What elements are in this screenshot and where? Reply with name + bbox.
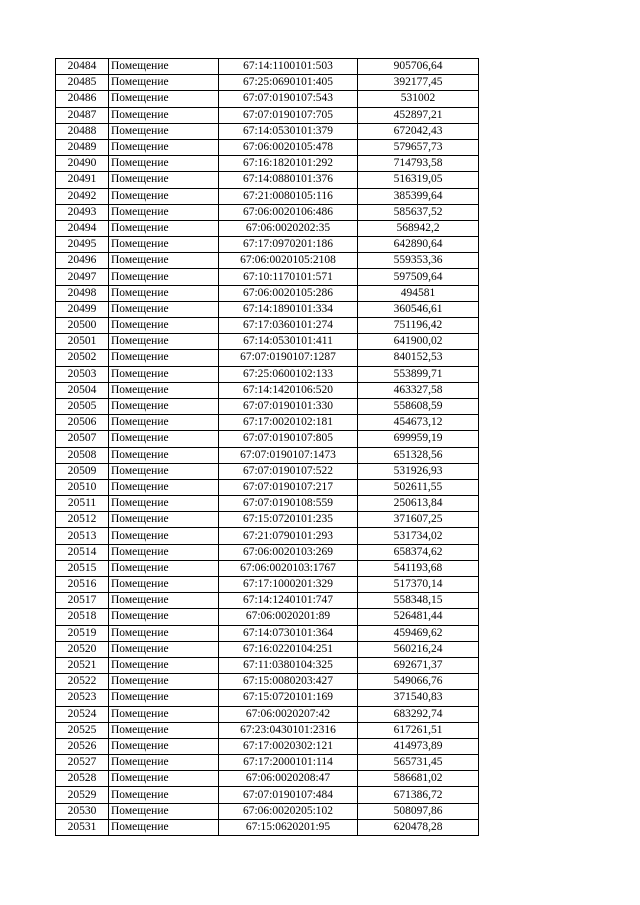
cadastral-value-cell: 751196,42 xyxy=(358,318,479,334)
cadastral-value-cell: 526481,44 xyxy=(358,609,479,625)
cadastral-number-cell: 67:23:0430101:2316 xyxy=(219,722,358,738)
cadastral-value-cell: 568942,2 xyxy=(358,220,479,236)
table-row xyxy=(56,237,479,253)
table-row xyxy=(56,431,479,447)
table-row xyxy=(56,91,479,107)
cadastral-number-cell: 67:07:0190101:330 xyxy=(219,398,358,414)
row-number-cell: 20512 xyxy=(56,512,109,528)
table-row xyxy=(56,350,479,366)
row-number-cell: 20496 xyxy=(56,253,109,269)
cadastral-number-cell: 67:07:0190107:217 xyxy=(219,479,358,495)
cadastral-value-cell: 360546,61 xyxy=(358,301,479,317)
cadastral-number-cell: 67:06:0020105:478 xyxy=(219,139,358,155)
object-type-cell: Помещение xyxy=(109,253,219,269)
object-type-cell: Помещение xyxy=(109,301,219,317)
object-type-cell: Помещение xyxy=(109,690,219,706)
table-row xyxy=(56,674,479,690)
row-number-cell: 20521 xyxy=(56,657,109,673)
object-type-cell: Помещение xyxy=(109,123,219,139)
cadastral-value-cell: 683292,74 xyxy=(358,706,479,722)
object-type-cell: Помещение xyxy=(109,755,219,771)
table-row xyxy=(56,447,479,463)
object-type-cell: Помещение xyxy=(109,819,219,835)
cadastral-number-cell: 67:07:0190107:705 xyxy=(219,107,358,123)
cadastral-number-cell: 67:15:0080203:427 xyxy=(219,674,358,690)
row-number-cell: 20518 xyxy=(56,609,109,625)
table-row xyxy=(56,269,479,285)
object-type-cell: Помещение xyxy=(109,285,219,301)
cadastral-value-cell: 549066,76 xyxy=(358,674,479,690)
row-number-cell: 20513 xyxy=(56,528,109,544)
row-number-cell: 20493 xyxy=(56,204,109,220)
object-type-cell: Помещение xyxy=(109,463,219,479)
cadastral-value-cell: 905706,64 xyxy=(358,59,479,75)
table-row xyxy=(56,625,479,641)
object-type-cell: Помещение xyxy=(109,350,219,366)
row-number-cell: 20529 xyxy=(56,787,109,803)
table-row xyxy=(56,301,479,317)
table-row xyxy=(56,398,479,414)
object-type-cell: Помещение xyxy=(109,609,219,625)
object-type-cell: Помещение xyxy=(109,398,219,414)
row-number-cell: 20515 xyxy=(56,560,109,576)
cadastral-number-cell: 67:17:1000201:329 xyxy=(219,577,358,593)
cadastral-value-cell: 642890,64 xyxy=(358,237,479,253)
object-type-cell: Помещение xyxy=(109,447,219,463)
object-type-cell: Помещение xyxy=(109,641,219,657)
cadastral-number-cell: 67:07:0190107:805 xyxy=(219,431,358,447)
cadastral-number-cell: 67:06:0020205:102 xyxy=(219,803,358,819)
cadastral-value-cell: 516319,05 xyxy=(358,172,479,188)
cadastral-value-cell: 597509,64 xyxy=(358,269,479,285)
object-type-cell: Помещение xyxy=(109,318,219,334)
row-number-cell: 20485 xyxy=(56,75,109,91)
row-number-cell: 20497 xyxy=(56,269,109,285)
table-row xyxy=(56,188,479,204)
object-type-cell: Помещение xyxy=(109,334,219,350)
object-type-cell: Помещение xyxy=(109,269,219,285)
cadastral-number-cell: 67:07:0190107:522 xyxy=(219,463,358,479)
cadastral-number-cell: 67:06:0020202:35 xyxy=(219,220,358,236)
row-number-cell: 20491 xyxy=(56,172,109,188)
cadastral-number-cell: 67:17:2000101:114 xyxy=(219,755,358,771)
cadastral-value-cell: 494581 xyxy=(358,285,479,301)
table-row xyxy=(56,722,479,738)
cadastral-number-cell: 67:10:1170101:571 xyxy=(219,269,358,285)
cadastral-number-cell: 67:06:0020103:269 xyxy=(219,544,358,560)
cadastral-value-cell: 617261,51 xyxy=(358,722,479,738)
table-row xyxy=(56,285,479,301)
row-number-cell: 20502 xyxy=(56,350,109,366)
cadastral-value-cell: 452897,21 xyxy=(358,107,479,123)
cadastral-value-cell: 371540,83 xyxy=(358,690,479,706)
row-number-cell: 20508 xyxy=(56,447,109,463)
object-type-cell: Помещение xyxy=(109,674,219,690)
row-number-cell: 20517 xyxy=(56,593,109,609)
object-type-cell: Помещение xyxy=(109,560,219,576)
row-number-cell: 20520 xyxy=(56,641,109,657)
row-number-cell: 20494 xyxy=(56,220,109,236)
row-number-cell: 20523 xyxy=(56,690,109,706)
cadastral-value-cell: 517370,14 xyxy=(358,577,479,593)
object-type-cell: Помещение xyxy=(109,431,219,447)
row-number-cell: 20495 xyxy=(56,237,109,253)
object-type-cell: Помещение xyxy=(109,787,219,803)
table-row xyxy=(56,59,479,75)
cadastral-value-cell: 454673,12 xyxy=(358,415,479,431)
object-type-cell: Помещение xyxy=(109,188,219,204)
object-type-cell: Помещение xyxy=(109,220,219,236)
table-row xyxy=(56,220,479,236)
cadastral-number-cell: 67:14:0880101:376 xyxy=(219,172,358,188)
table-row xyxy=(56,657,479,673)
cadastral-number-cell: 67:14:0530101:411 xyxy=(219,334,358,350)
table-row xyxy=(56,334,479,350)
cadastral-value-cell: 559353,36 xyxy=(358,253,479,269)
row-number-cell: 20531 xyxy=(56,819,109,835)
cadastral-value-cell: 714793,58 xyxy=(358,156,479,172)
row-number-cell: 20524 xyxy=(56,706,109,722)
table-row xyxy=(56,172,479,188)
table-row xyxy=(56,204,479,220)
cadastral-number-cell: 67:21:0080105:116 xyxy=(219,188,358,204)
cadastral-value-cell: 531734,02 xyxy=(358,528,479,544)
cadastral-number-cell: 67:14:1890101:334 xyxy=(219,301,358,317)
cadastral-number-cell: 67:06:0020106:486 xyxy=(219,204,358,220)
row-number-cell: 20526 xyxy=(56,738,109,754)
object-type-cell: Помещение xyxy=(109,738,219,754)
cadastral-number-cell: 67:14:1420106:520 xyxy=(219,382,358,398)
row-number-cell: 20525 xyxy=(56,722,109,738)
row-number-cell: 20504 xyxy=(56,382,109,398)
object-type-cell: Помещение xyxy=(109,382,219,398)
object-type-cell: Помещение xyxy=(109,237,219,253)
table-row xyxy=(56,690,479,706)
object-type-cell: Помещение xyxy=(109,59,219,75)
row-number-cell: 20486 xyxy=(56,91,109,107)
row-number-cell: 20484 xyxy=(56,59,109,75)
table-row xyxy=(56,755,479,771)
cadastral-value-cell: 414973,89 xyxy=(358,738,479,754)
table-row xyxy=(56,253,479,269)
object-type-cell: Помещение xyxy=(109,107,219,123)
object-type-cell: Помещение xyxy=(109,496,219,512)
object-type-cell: Помещение xyxy=(109,139,219,155)
object-type-cell: Помещение xyxy=(109,803,219,819)
row-number-cell: 20514 xyxy=(56,544,109,560)
cadastral-number-cell: 67:16:0220104:251 xyxy=(219,641,358,657)
object-type-cell: Помещение xyxy=(109,593,219,609)
cadastral-value-cell: 620478,28 xyxy=(358,819,479,835)
table-row xyxy=(56,512,479,528)
cadastral-number-cell: 67:15:0720101:235 xyxy=(219,512,358,528)
cadastral-number-cell: 67:15:0720101:169 xyxy=(219,690,358,706)
row-number-cell: 20519 xyxy=(56,625,109,641)
cadastral-value-cell: 371607,25 xyxy=(358,512,479,528)
cadastral-value-cell: 553899,71 xyxy=(358,366,479,382)
cadastral-value-cell: 658374,62 xyxy=(358,544,479,560)
table-row xyxy=(56,123,479,139)
cadastral-number-cell: 67:06:0020201:89 xyxy=(219,609,358,625)
cadastral-number-cell: 67:25:0600102:133 xyxy=(219,366,358,382)
cadastral-number-cell: 67:07:0190108:559 xyxy=(219,496,358,512)
object-type-cell: Помещение xyxy=(109,75,219,91)
object-type-cell: Помещение xyxy=(109,577,219,593)
table-row xyxy=(56,366,479,382)
row-number-cell: 20510 xyxy=(56,479,109,495)
cadastral-value-cell: 699959,19 xyxy=(358,431,479,447)
cadastral-value-cell: 651328,56 xyxy=(358,447,479,463)
object-type-cell: Помещение xyxy=(109,706,219,722)
cadastral-value-cell: 392177,45 xyxy=(358,75,479,91)
table-row xyxy=(56,156,479,172)
row-number-cell: 20498 xyxy=(56,285,109,301)
table-row xyxy=(56,609,479,625)
cadastral-number-cell: 67:17:0970201:186 xyxy=(219,237,358,253)
cadastral-value-cell: 840152,53 xyxy=(358,350,479,366)
cadastral-value-cell: 641900,02 xyxy=(358,334,479,350)
table-row xyxy=(56,577,479,593)
cadastral-value-cell: 250613,84 xyxy=(358,496,479,512)
registry-table-body xyxy=(56,59,479,836)
cadastral-value-cell: 671386,72 xyxy=(358,787,479,803)
table-row xyxy=(56,382,479,398)
table-row xyxy=(56,787,479,803)
cadastral-number-cell: 67:17:0020302:121 xyxy=(219,738,358,754)
object-type-cell: Помещение xyxy=(109,479,219,495)
row-number-cell: 20500 xyxy=(56,318,109,334)
cadastral-value-cell: 558348,15 xyxy=(358,593,479,609)
object-type-cell: Помещение xyxy=(109,657,219,673)
cadastral-value-cell: 508097,86 xyxy=(358,803,479,819)
cadastral-value-cell: 463327,58 xyxy=(358,382,479,398)
cadastral-number-cell: 67:07:0190107:1287 xyxy=(219,350,358,366)
table-row xyxy=(56,139,479,155)
cadastral-value-cell: 672042,43 xyxy=(358,123,479,139)
object-type-cell: Помещение xyxy=(109,91,219,107)
cadastral-number-cell: 67:21:0790101:293 xyxy=(219,528,358,544)
object-type-cell: Помещение xyxy=(109,204,219,220)
object-type-cell: Помещение xyxy=(109,512,219,528)
cadastral-value-cell: 565731,45 xyxy=(358,755,479,771)
object-type-cell: Помещение xyxy=(109,366,219,382)
cadastral-value-cell: 541193,68 xyxy=(358,560,479,576)
row-number-cell: 20499 xyxy=(56,301,109,317)
object-type-cell: Помещение xyxy=(109,528,219,544)
table-row xyxy=(56,738,479,754)
table-row xyxy=(56,706,479,722)
row-number-cell: 20487 xyxy=(56,107,109,123)
row-number-cell: 20503 xyxy=(56,366,109,382)
cadastral-value-cell: 586681,02 xyxy=(358,771,479,787)
table-row xyxy=(56,560,479,576)
object-type-cell: Помещение xyxy=(109,771,219,787)
cadastral-value-cell: 692671,37 xyxy=(358,657,479,673)
row-number-cell: 20488 xyxy=(56,123,109,139)
row-number-cell: 20492 xyxy=(56,188,109,204)
row-number-cell: 20505 xyxy=(56,398,109,414)
cadastral-value-cell: 531926,93 xyxy=(358,463,479,479)
row-number-cell: 20501 xyxy=(56,334,109,350)
row-number-cell: 20511 xyxy=(56,496,109,512)
table-row xyxy=(56,771,479,787)
cadastral-value-cell: 502611,55 xyxy=(358,479,479,495)
cadastral-number-cell: 67:06:0020105:286 xyxy=(219,285,358,301)
cadastral-number-cell: 67:17:0020102:181 xyxy=(219,415,358,431)
row-number-cell: 20507 xyxy=(56,431,109,447)
row-number-cell: 20527 xyxy=(56,755,109,771)
object-type-cell: Помещение xyxy=(109,415,219,431)
cadastral-value-cell: 585637,52 xyxy=(358,204,479,220)
row-number-cell: 20522 xyxy=(56,674,109,690)
cadastral-number-cell: 67:14:1100101:503 xyxy=(219,59,358,75)
cadastral-number-cell: 67:17:0360101:274 xyxy=(219,318,358,334)
cadastral-value-cell: 459469,62 xyxy=(358,625,479,641)
row-number-cell: 20516 xyxy=(56,577,109,593)
cadastral-value-cell: 385399,64 xyxy=(358,188,479,204)
cadastral-number-cell: 67:15:0620201:95 xyxy=(219,819,358,835)
row-number-cell: 20506 xyxy=(56,415,109,431)
cadastral-number-cell: 67:14:0730101:364 xyxy=(219,625,358,641)
row-number-cell: 20528 xyxy=(56,771,109,787)
table-row xyxy=(56,107,479,123)
table-row xyxy=(56,803,479,819)
cadastral-number-cell: 67:25:0690101:405 xyxy=(219,75,358,91)
cadastral-number-cell: 67:16:1820101:292 xyxy=(219,156,358,172)
cadastral-number-cell: 67:11:0380104:325 xyxy=(219,657,358,673)
cadastral-number-cell: 67:06:0020207:42 xyxy=(219,706,358,722)
cadastral-number-cell: 67:14:0530101:379 xyxy=(219,123,358,139)
object-type-cell: Помещение xyxy=(109,625,219,641)
row-number-cell: 20489 xyxy=(56,139,109,155)
table-row xyxy=(56,463,479,479)
row-number-cell: 20530 xyxy=(56,803,109,819)
table-row xyxy=(56,479,479,495)
cadastral-number-cell: 67:07:0190107:1473 xyxy=(219,447,358,463)
cadastral-number-cell: 67:06:0020208:47 xyxy=(219,771,358,787)
cadastral-number-cell: 67:14:1240101:747 xyxy=(219,593,358,609)
property-registry-table xyxy=(55,58,479,836)
table-row xyxy=(56,75,479,91)
row-number-cell: 20509 xyxy=(56,463,109,479)
row-number-cell: 20490 xyxy=(56,156,109,172)
object-type-cell: Помещение xyxy=(109,722,219,738)
cadastral-number-cell: 67:06:0020103:1767 xyxy=(219,560,358,576)
object-type-cell: Помещение xyxy=(109,156,219,172)
cadastral-value-cell: 558608,59 xyxy=(358,398,479,414)
table-row xyxy=(56,415,479,431)
cadastral-value-cell: 560216,24 xyxy=(358,641,479,657)
object-type-cell: Помещение xyxy=(109,544,219,560)
table-row xyxy=(56,819,479,835)
table-row xyxy=(56,318,479,334)
table-row xyxy=(56,528,479,544)
table-row xyxy=(56,593,479,609)
cadastral-value-cell: 579657,73 xyxy=(358,139,479,155)
cadastral-number-cell: 67:06:0020105:2108 xyxy=(219,253,358,269)
table-row xyxy=(56,641,479,657)
cadastral-number-cell: 67:07:0190107:543 xyxy=(219,91,358,107)
table-row xyxy=(56,544,479,560)
table-row xyxy=(56,496,479,512)
object-type-cell: Помещение xyxy=(109,172,219,188)
cadastral-number-cell: 67:07:0190107:484 xyxy=(219,787,358,803)
cadastral-value-cell: 531002 xyxy=(358,91,479,107)
